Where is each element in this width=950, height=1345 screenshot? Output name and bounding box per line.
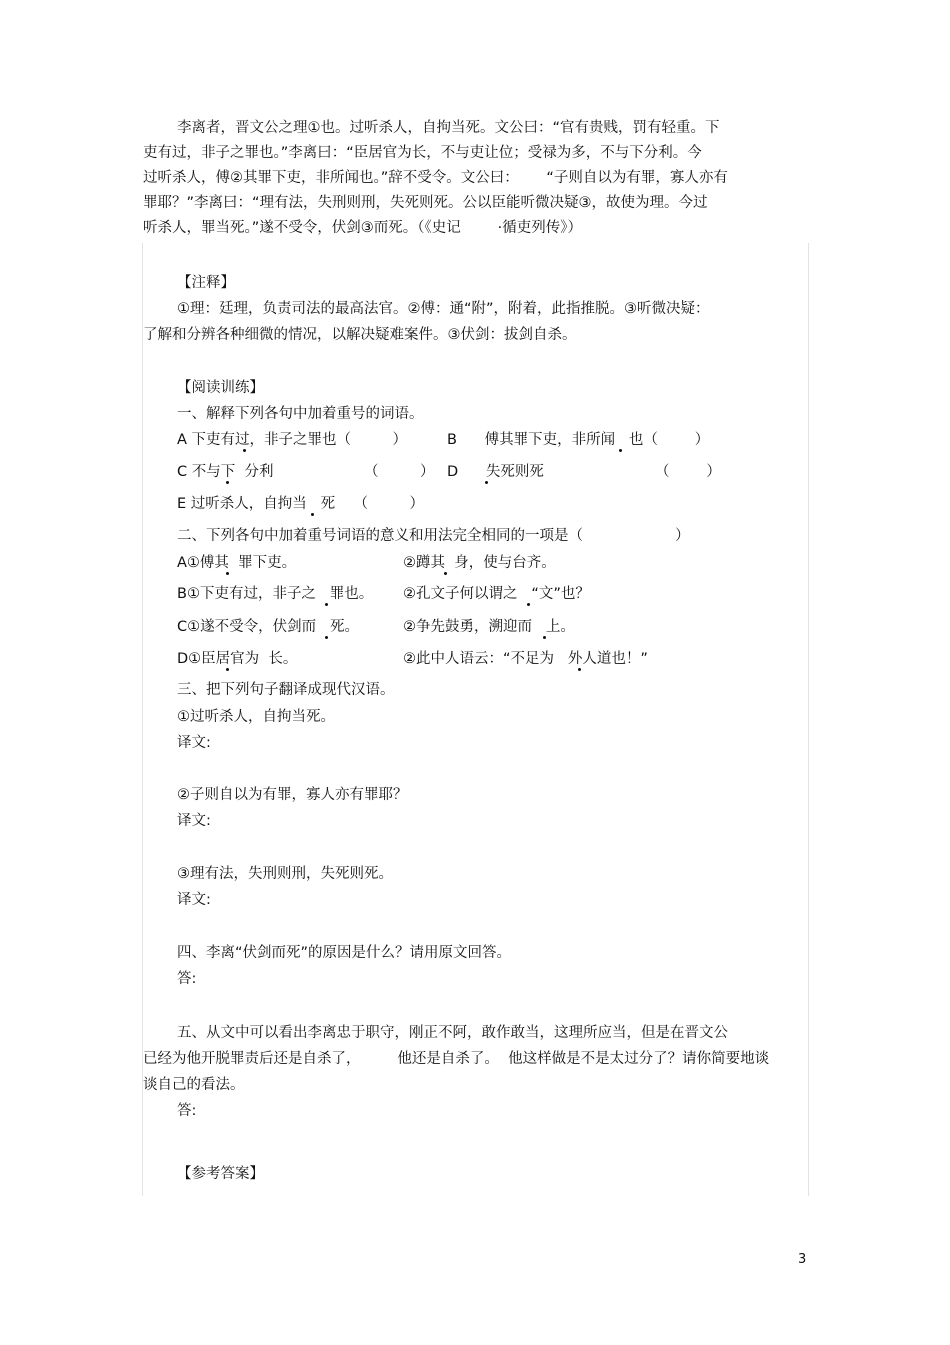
emphasis-dot [619,449,622,452]
answer-label: 答: [177,1103,197,1119]
question-1-item-e: E 过听杀人，自拘当 死 （ ） [177,496,425,512]
emphasis-dot [226,572,229,575]
page-number: 3 [798,1252,807,1267]
question-3-sentence-1: ①过听杀人，自拘当死。 [177,709,335,725]
translation-label: 译文: [177,892,211,908]
emphasis-dot [578,668,581,671]
exercise-heading: 【阅读训练】 [177,380,264,396]
question-5-line: 五、从文中可以看出李离忠于职守，刚正不阿，敢作敢当，这理所应当，但是在晋文公 [177,1025,728,1041]
emphasis-dot [226,481,229,484]
question-1-title: 一、解释下列各句中加着重号的词语。 [177,406,424,422]
question-3-title: 三、把下列句子翻译成现代汉语。 [177,682,395,698]
question-2-option-d-2: ②此中人语云：“不足为 外人道也！” [403,651,648,667]
passage-line: 罪耶？”李离曰：“理有法，失刑则刑，失死则死。公以臣能听微决疑③，故使为理。今过 [143,195,708,211]
question-2-title: 二、下列各句中加着重号词语的意义和用法完全相同的一项是（ ） [177,528,690,544]
question-1-item-d-answer: （ ） [655,464,721,480]
notes-line: ①理：廷理，负责司法的最高法官。②傅：通“附”，附着，此指推脱。③听微决疑： [177,301,710,317]
passage-line: 听杀人，罪当死。”遂不受令，伏剑③而死。（《史记 ·循吏列传》） [143,220,582,236]
answer-label: 答: [177,971,197,987]
question-1-item-c-answer: （ ） [364,464,435,480]
emphasis-dot [243,449,246,452]
notes-heading: 【注释】 [177,275,235,291]
question-2-option-a-2: ②蹲其 身，使与台齐。 [403,555,556,571]
answers-heading: 【参考答案】 [177,1166,264,1182]
emphasis-dot [226,668,229,671]
passage-line: 过听杀人，傅②其罪下吏，非所闻也。”辞不受令。文公曰： “子则自以为有罪，寡人亦有 [143,170,728,186]
question-2-option-c-1: C①遂不受令，伏剑而 死。 [177,619,359,635]
passage-line: 李离者，晋文公之理①也。过听杀人，自拘当死。文公曰：“官有贵贱，罚有轻重。下 [177,120,720,136]
translation-label: 译文: [177,813,211,829]
question-1-item-a: A 下吏有过，非子之罪也（ ） [177,432,408,448]
question-3-sentence-3: ③理有法，失刑则刑，失死则死。 [177,866,393,882]
translation-label: 译文: [177,735,211,751]
question-4-title: 四、李离“伏剑而死”的原因是什么？请用原文回答。 [177,945,512,961]
notes-line: 了解和分辨各种细微的情况，以解决疑难案件。③伏剑：拔剑自杀。 [143,327,577,343]
emphasis-dot [325,603,328,606]
question-5-line: 谈自己的看法。 [143,1077,245,1093]
question-3-sentence-2: ②子则自以为有罪，寡人亦有罪耶？ [177,787,408,803]
question-1-item-c: C 不与下 分利 [177,464,274,480]
emphasis-dot [311,513,314,516]
emphasis-dot [543,636,546,639]
question-5-line: 已经为他开脱罪责后还是自杀了， 他还是自杀了。 他这样做是不是太过分了？请你简要地谈 [143,1051,770,1067]
emphasis-dot [527,603,530,606]
passage-line: 吏有过，非子之罪也。”李离曰：“臣居官为长，不与吏让位；受禄为多，不与下分利。今 [143,145,702,161]
question-2-option-c-2: ②争先鼓勇，溯迎而 上。 [403,619,575,635]
question-2-option-d-1: D①臣居官为 长。 [177,651,298,667]
question-2-option-a-1: A①傅其 罪下吏。 [177,555,297,571]
emphasis-dot [444,572,447,575]
question-1-item-d: D 失死则死 [447,464,544,480]
emphasis-dot [485,481,488,484]
question-1-item-b: B 傅其罪下吏，非所闻 也（ ） [447,432,710,448]
question-2-option-b-2: ②孔文子何以谓之 “文”也？ [403,586,590,602]
emphasis-dot [325,636,328,639]
question-2-option-b-1: B①下吏有过，非子之 罪也。 [177,586,374,602]
